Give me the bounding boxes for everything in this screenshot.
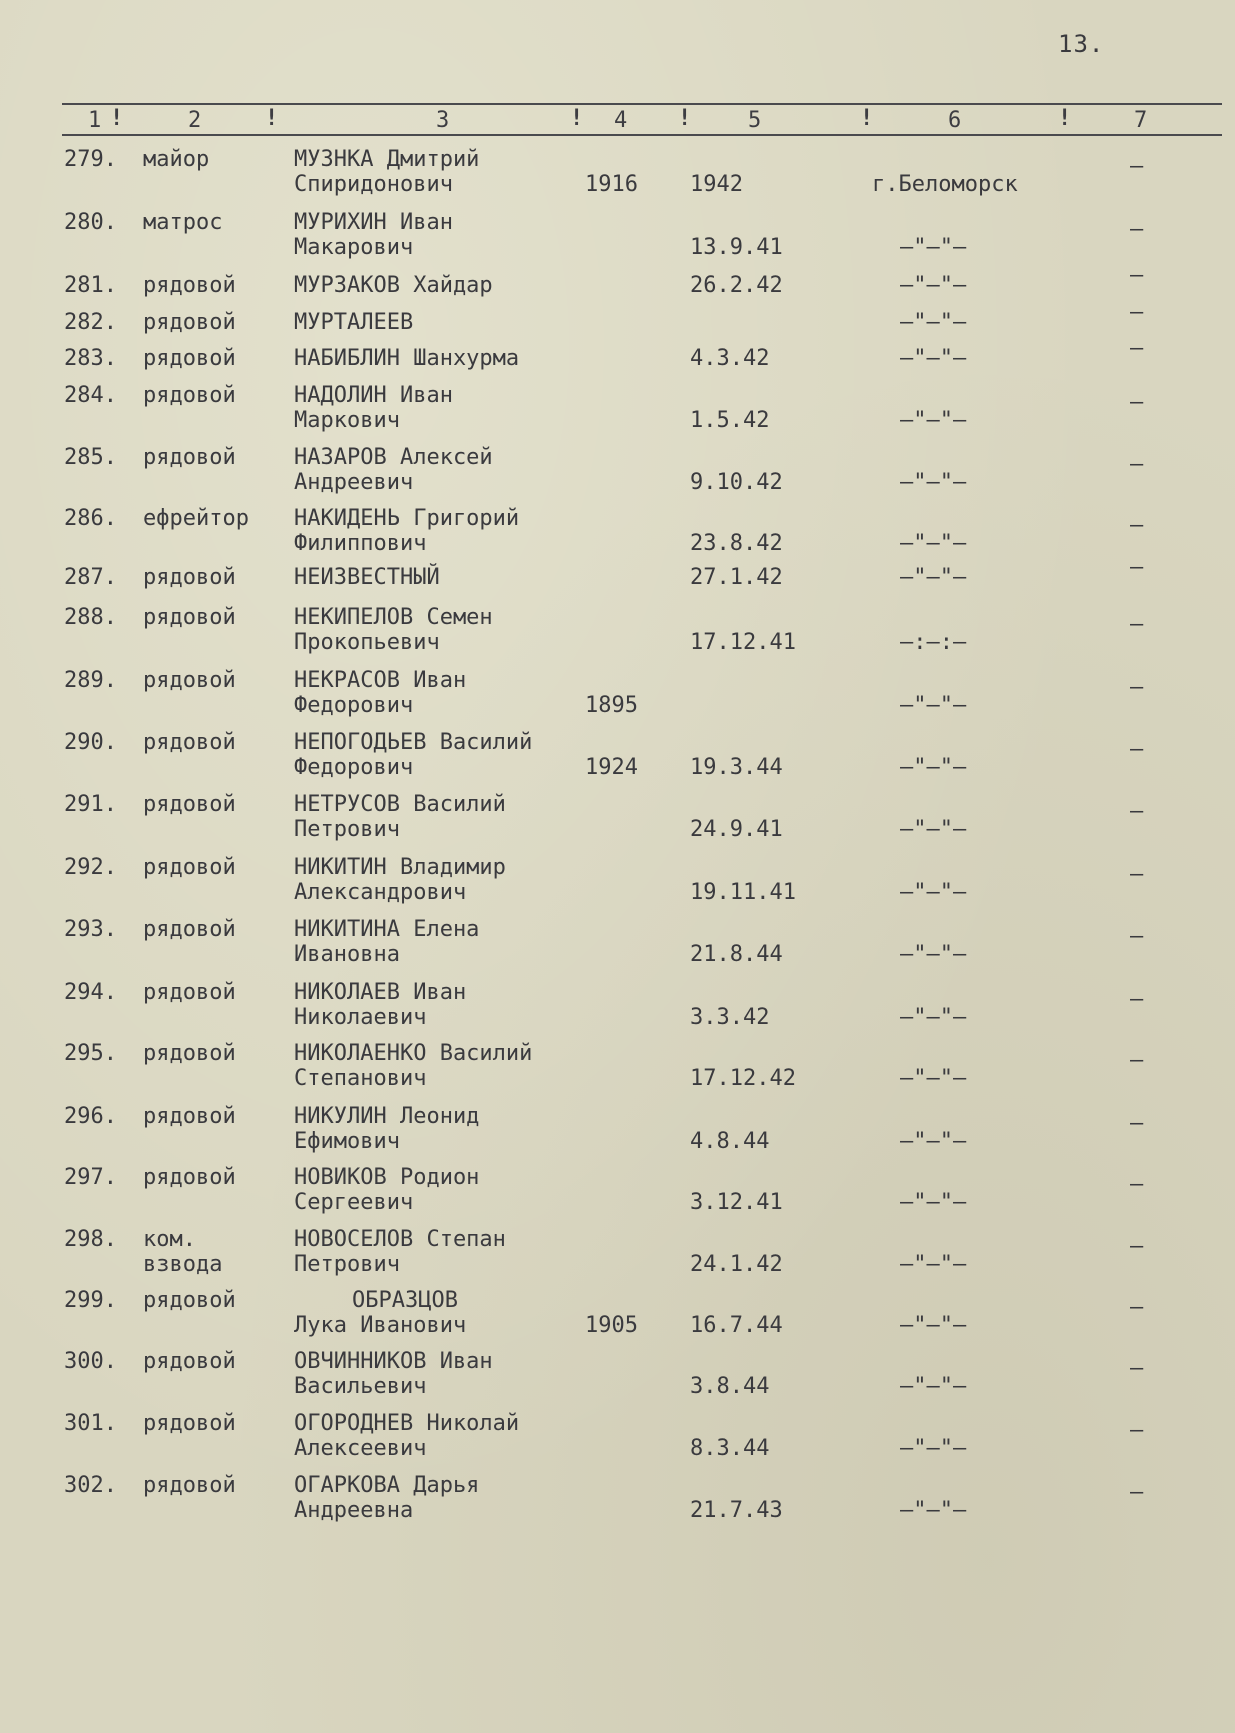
record-number: 292. <box>64 855 117 880</box>
record-surname: НЕКРАСОВ Иван <box>294 668 467 693</box>
record-place: –"–"– <box>900 310 967 335</box>
record-patronymic: Спиридонович <box>294 172 453 197</box>
record-rank: ком. <box>143 1227 196 1252</box>
record-surname: НОВИКОВ Родион <box>294 1165 480 1190</box>
table-row <box>0 855 1235 915</box>
record-rank: рядовой <box>143 565 236 590</box>
record-place: –"–"– <box>900 942 967 967</box>
record-patronymic: Ефимович <box>294 1129 400 1154</box>
record-surname: НАБИБЛИН Шанхурма <box>294 346 520 371</box>
record-number: 294. <box>64 980 117 1005</box>
record-number: 288. <box>64 605 117 630</box>
header-separator: ! <box>860 106 874 131</box>
header-col-2: 2 <box>188 108 202 133</box>
record-rank: ефрейтор <box>143 506 249 531</box>
record-place: –"–"– <box>900 1436 967 1461</box>
record-place: –"–"– <box>900 408 967 433</box>
record-place: –"–"– <box>900 880 967 905</box>
record-place: –"–"– <box>900 1190 967 1215</box>
record-rank: рядовой <box>143 605 236 630</box>
record-number: 279. <box>64 147 117 172</box>
record-number: 280. <box>64 210 117 235</box>
record-surname: ОВЧИННИКОВ Иван <box>294 1349 493 1374</box>
table-row <box>0 147 1235 207</box>
record-place: –"–"– <box>900 1066 967 1091</box>
record-patronymic: Александрович <box>294 880 467 905</box>
table-row <box>0 1165 1235 1225</box>
record-birth-year: 1924 <box>585 755 638 780</box>
record-date: 17.12.41 <box>690 630 796 655</box>
record-col7: – <box>1130 612 1144 637</box>
record-col7: – <box>1130 263 1144 288</box>
table-row <box>0 1041 1235 1101</box>
record-patronymic: Маркович <box>294 408 400 433</box>
record-date: 27.1.42 <box>690 565 783 590</box>
record-birth-year: 1905 <box>585 1313 638 1338</box>
record-col7: – <box>1130 862 1144 887</box>
record-surname: НЕКИПЕЛОВ Семен <box>294 605 493 630</box>
record-col7: – <box>1130 675 1144 700</box>
record-surname: НЕИЗВЕСТНЫЙ <box>294 565 440 590</box>
record-date: 3.3.42 <box>690 1005 770 1030</box>
record-place: –"–"– <box>900 346 967 371</box>
record-patronymic: Васильевич <box>294 1374 427 1399</box>
record-col7: – <box>1130 300 1144 325</box>
header-col-4: 4 <box>614 108 628 133</box>
table-row <box>0 605 1235 665</box>
record-rank: рядовой <box>143 1288 236 1313</box>
record-date: 26.2.42 <box>690 273 783 298</box>
record-patronymic: Федорович <box>294 755 414 780</box>
record-date: 19.11.41 <box>690 880 796 905</box>
record-rank: рядовой <box>143 668 236 693</box>
table-row <box>0 730 1235 790</box>
record-rank: рядовой <box>143 310 236 335</box>
record-date: 16.7.44 <box>690 1313 783 1338</box>
record-place: –"–"– <box>900 817 967 842</box>
record-rank: рядовой <box>143 855 236 880</box>
record-number: 287. <box>64 565 117 590</box>
header-col-6: 6 <box>948 108 962 133</box>
record-patronymic: Федорович <box>294 693 414 718</box>
record-surname: ОГАРКОВА Дарья <box>294 1473 480 1498</box>
record-number: 297. <box>64 1165 117 1190</box>
record-date: 19.3.44 <box>690 755 783 780</box>
record-surname: НАДОЛИН Иван <box>294 383 453 408</box>
record-surname: НИКОЛАЕВ Иван <box>294 980 467 1005</box>
record-rank: рядовой <box>143 1411 236 1436</box>
header-separator: ! <box>265 106 279 131</box>
record-surname: НАКИДЕНЬ Григорий <box>294 506 520 531</box>
record-number: 281. <box>64 273 117 298</box>
record-rank: рядовой <box>143 445 236 470</box>
table-row <box>0 445 1235 505</box>
record-date: 3.12.41 <box>690 1190 783 1215</box>
record-place: –"–"– <box>900 1498 967 1523</box>
record-patronymic: Петрович <box>294 1252 400 1277</box>
record-place: –"–"– <box>900 273 967 298</box>
record-rank: матрос <box>143 210 223 235</box>
record-patronymic: Степанович <box>294 1066 427 1091</box>
record-number: 302. <box>64 1473 117 1498</box>
record-col7: – <box>1130 1295 1144 1320</box>
record-surname: МУРТАЛЕЕВ <box>294 310 414 335</box>
record-place: –"–"– <box>900 693 967 718</box>
record-number: 301. <box>64 1411 117 1436</box>
record-surname: НИКИТИН Владимир <box>294 855 506 880</box>
header-separator: ! <box>110 106 124 131</box>
record-date: 9.10.42 <box>690 470 783 495</box>
record-patronymic: Петрович <box>294 817 400 842</box>
record-rank: рядовой <box>143 730 236 755</box>
record-number: 298. <box>64 1227 117 1252</box>
record-col7: – <box>1130 555 1144 580</box>
record-place: –"–"– <box>900 1129 967 1154</box>
header-rule-top <box>62 103 1222 105</box>
record-rank-continued: взвода <box>143 1252 223 1277</box>
record-col7: – <box>1130 1356 1144 1381</box>
record-col7: – <box>1130 737 1144 762</box>
record-rank: рядовой <box>143 346 236 371</box>
record-number: 291. <box>64 792 117 817</box>
record-number: 295. <box>64 1041 117 1066</box>
record-place: –"–"– <box>900 531 967 556</box>
page-number: 13. <box>1058 30 1105 58</box>
table-row <box>0 1227 1235 1287</box>
record-surname: НАЗАРОВ Алексей <box>294 445 493 470</box>
record-rank: рядовой <box>143 1349 236 1374</box>
record-date: 4.8.44 <box>690 1129 770 1154</box>
record-date: 21.8.44 <box>690 942 783 967</box>
record-col7: – <box>1130 513 1144 538</box>
record-col7: – <box>1130 987 1144 1012</box>
record-number: 300. <box>64 1349 117 1374</box>
record-place: –"–"– <box>900 1313 967 1338</box>
record-date: 24.9.41 <box>690 817 783 842</box>
record-col7: – <box>1130 799 1144 824</box>
record-col7: – <box>1130 1172 1144 1197</box>
record-rank: рядовой <box>143 792 236 817</box>
record-date: 17.12.42 <box>690 1066 796 1091</box>
record-date: 4.3.42 <box>690 346 770 371</box>
record-place: –"–"– <box>900 1252 967 1277</box>
record-surname: МУРЗАКОВ Хайдар <box>294 273 493 298</box>
record-surname: НИКУЛИН Леонид <box>294 1104 480 1129</box>
record-surname: НИКИТИНА Елена <box>294 917 480 942</box>
header-col-1: 1 <box>88 108 102 133</box>
record-patronymic: Ивановна <box>294 942 400 967</box>
record-patronymic: Лука Иванович <box>294 1313 467 1338</box>
record-place: г.Беломорск <box>872 172 1018 197</box>
table-row <box>0 383 1235 443</box>
record-number: 293. <box>64 917 117 942</box>
record-rank: рядовой <box>143 1104 236 1129</box>
record-number: 286. <box>64 506 117 531</box>
record-patronymic: Алексеевич <box>294 1436 427 1461</box>
record-surname: ОГОРОДНЕВ Николай <box>294 1411 520 1436</box>
record-place: –"–"– <box>900 1374 967 1399</box>
table-row <box>0 210 1235 270</box>
table-row <box>0 792 1235 852</box>
record-col7: – <box>1130 154 1144 179</box>
record-number: 284. <box>64 383 117 408</box>
record-place: –"–"– <box>900 1005 967 1030</box>
record-date: 23.8.42 <box>690 531 783 556</box>
header-rule-bottom <box>62 134 1222 136</box>
header-col-7: 7 <box>1134 108 1148 133</box>
table-row <box>0 506 1235 566</box>
record-rank: рядовой <box>143 273 236 298</box>
table-row <box>0 1288 1235 1348</box>
table-row <box>0 1411 1235 1471</box>
record-surname: ОБРАЗЦОВ <box>352 1288 458 1313</box>
record-patronymic: Андреевич <box>294 470 414 495</box>
record-surname: НЕПОГОДЬЕВ Василий <box>294 730 533 755</box>
table-row <box>0 980 1235 1040</box>
record-number: 285. <box>64 445 117 470</box>
record-surname: МУЗНКА Дмитрий <box>294 147 480 172</box>
record-rank: рядовой <box>143 980 236 1005</box>
record-col7: – <box>1130 1418 1144 1443</box>
record-place: –"–"– <box>900 235 967 260</box>
record-number: 283. <box>64 346 117 371</box>
table-row <box>0 1104 1235 1164</box>
record-date: 21.7.43 <box>690 1498 783 1523</box>
record-number: 282. <box>64 310 117 335</box>
record-col7: – <box>1130 1048 1144 1073</box>
record-number: 289. <box>64 668 117 693</box>
header-separator: ! <box>678 106 692 131</box>
record-place: –:–:– <box>900 630 967 655</box>
record-patronymic: Сергеевич <box>294 1190 414 1215</box>
record-number: 296. <box>64 1104 117 1129</box>
record-birth-year: 1916 <box>585 172 638 197</box>
record-date: 3.8.44 <box>690 1374 770 1399</box>
record-surname: МУРИХИН Иван <box>294 210 453 235</box>
record-patronymic: Филиппович <box>294 531 427 556</box>
record-date: 24.1.42 <box>690 1252 783 1277</box>
record-number: 299. <box>64 1288 117 1313</box>
record-place: –"–"– <box>900 565 967 590</box>
record-rank: рядовой <box>143 1473 236 1498</box>
record-date: 13.9.41 <box>690 235 783 260</box>
record-col7: – <box>1130 1234 1144 1259</box>
record-col7: – <box>1130 452 1144 477</box>
header-col-3: 3 <box>436 108 450 133</box>
table-row <box>0 668 1235 728</box>
record-birth-year: 1895 <box>585 693 638 718</box>
record-col7: – <box>1130 390 1144 415</box>
record-date: 8.3.44 <box>690 1436 770 1461</box>
record-patronymic: Прокопьевич <box>294 630 440 655</box>
table-row <box>0 917 1235 977</box>
record-col7: – <box>1130 217 1144 242</box>
record-col7: – <box>1130 924 1144 949</box>
record-place: –"–"– <box>900 755 967 780</box>
table-row <box>0 1473 1235 1533</box>
record-rank: рядовой <box>143 1041 236 1066</box>
record-date: 1942 <box>690 172 743 197</box>
record-col7: – <box>1130 1480 1144 1505</box>
record-patronymic: Андреевна <box>294 1498 414 1523</box>
record-rank: майор <box>143 147 210 172</box>
record-date: 1.5.42 <box>690 408 770 433</box>
record-patronymic: Николаевич <box>294 1005 427 1030</box>
record-col7: – <box>1130 1111 1144 1136</box>
header-col-5: 5 <box>748 108 762 133</box>
header-separator: ! <box>1058 106 1072 131</box>
header-separator: ! <box>570 106 584 131</box>
record-rank: рядовой <box>143 1165 236 1190</box>
table-row <box>0 1349 1235 1409</box>
record-surname: НИКОЛАЕНКО Василий <box>294 1041 533 1066</box>
record-rank: рядовой <box>143 917 236 942</box>
record-place: –"–"– <box>900 470 967 495</box>
record-col7: – <box>1130 336 1144 361</box>
record-rank: рядовой <box>143 383 236 408</box>
record-surname: НОВОСЕЛОВ Степан <box>294 1227 506 1252</box>
record-number: 290. <box>64 730 117 755</box>
record-patronymic: Макарович <box>294 235 414 260</box>
record-surname: НЕТРУСОВ Василий <box>294 792 506 817</box>
